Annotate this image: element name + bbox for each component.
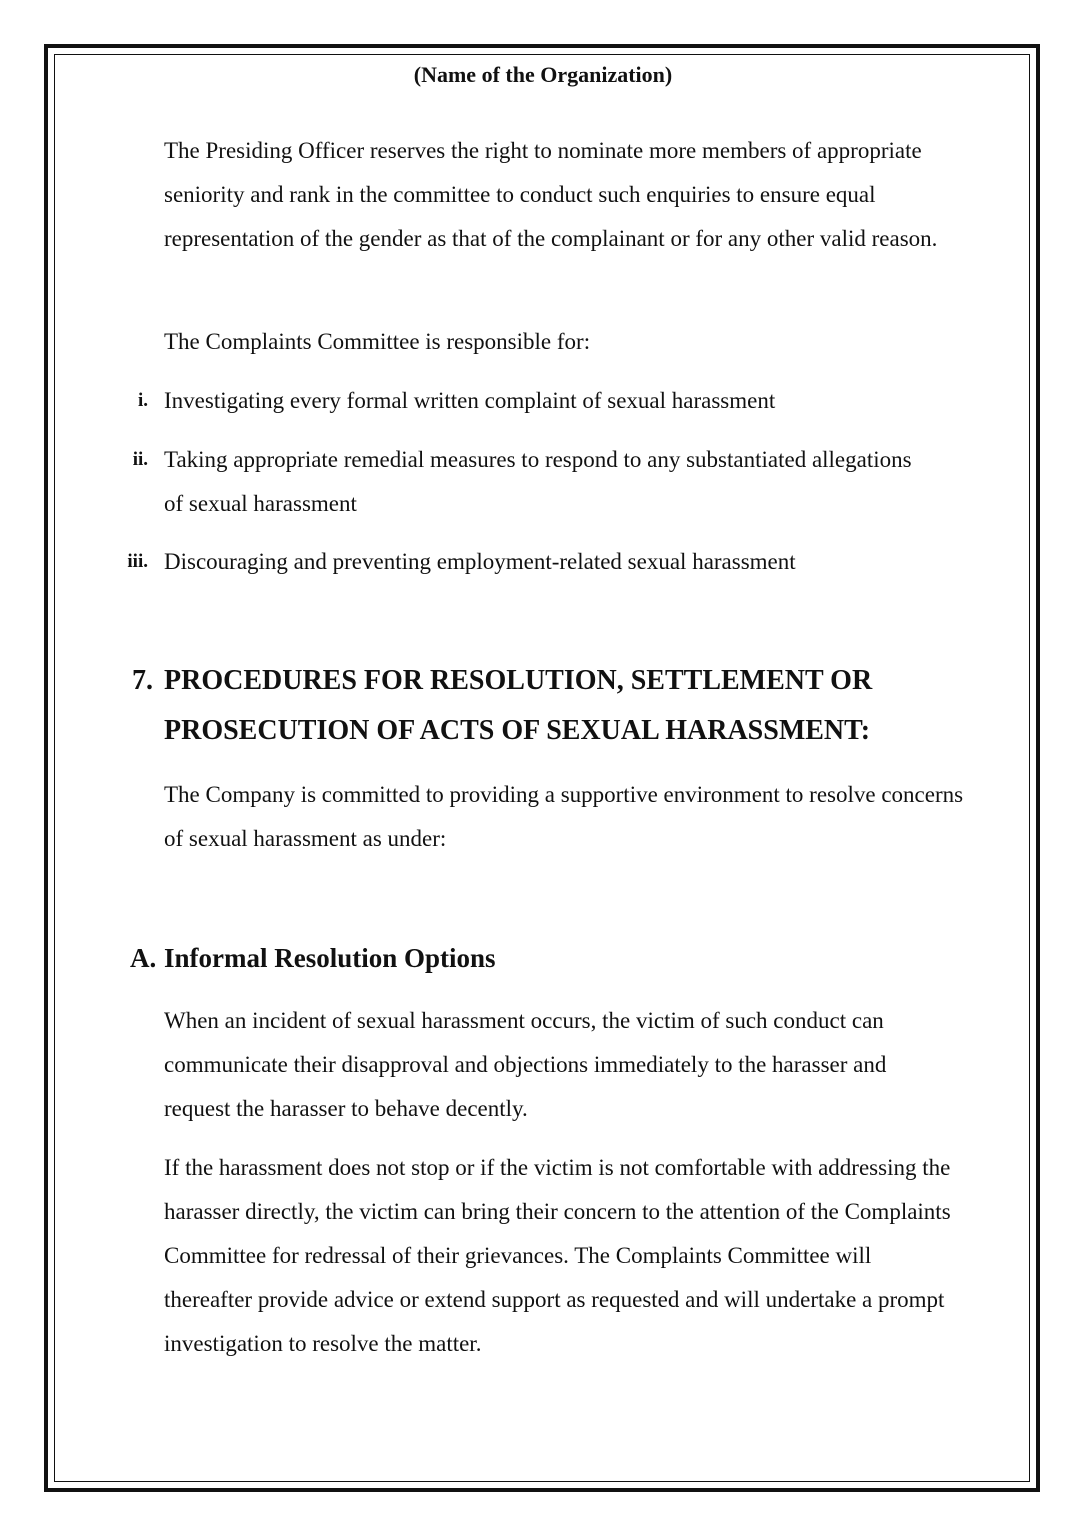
- informal-resolution-paragraph-1: When an incident of sexual harassment occurs, the victim of such conduct can communicate their disapproval and objections immediately to the harasser and request the harasser to behave decently.: [164, 1008, 887, 1121]
- list-item-number: ii.: [132, 449, 148, 470]
- informal-resolution-paragraph-2: If the harassment does not stop or if the victim is not comfortable with addressing the harasser directly, the victim can bring their concern to the attention of the Complaints Committee for redressal of their grievances. The Complaints Committee will thereafter provide advice or extend support as requested and will undertake a prompt investigation to resolve the matter.: [164, 1155, 951, 1356]
- organization-name-header: (Name of the Organization): [413, 62, 673, 87]
- list-item-text: Discouraging and preventing employment-related sexual harassment: [164, 549, 796, 574]
- list-item-number: iii.: [127, 551, 148, 572]
- section-a-heading: Informal Resolution Options: [164, 943, 496, 973]
- list-item-text: Taking appropriate remedial measures to respond to any substantiated allegations of sexual harassment: [164, 447, 912, 516]
- presiding-officer-paragraph: The Presiding Officer reserves the right to nominate more members of appropriate seniority and rank in the committee to conduct such enquiries to ensure equal representation of the gender as that of the complainant or for any other valid reason.: [164, 138, 938, 251]
- section-7-intro: The Company is committed to providing a supportive environment to resolve concerns of sexual harassment as under:: [164, 782, 964, 851]
- section-7-number: 7.: [132, 665, 153, 696]
- section-7-heading: PROCEDURES FOR RESOLUTION, SETTLEMENT OR PROSECUTION OF ACTS OF SEXUAL HARASSMENT:: [164, 665, 873, 746]
- section-a-letter: A.: [130, 943, 157, 973]
- committee-responsible-intro: The Complaints Committee is responsible for:: [164, 329, 591, 354]
- list-item-number: i.: [137, 390, 148, 411]
- list-item-text: Investigating every formal written complaint of sexual harassment: [164, 388, 776, 413]
